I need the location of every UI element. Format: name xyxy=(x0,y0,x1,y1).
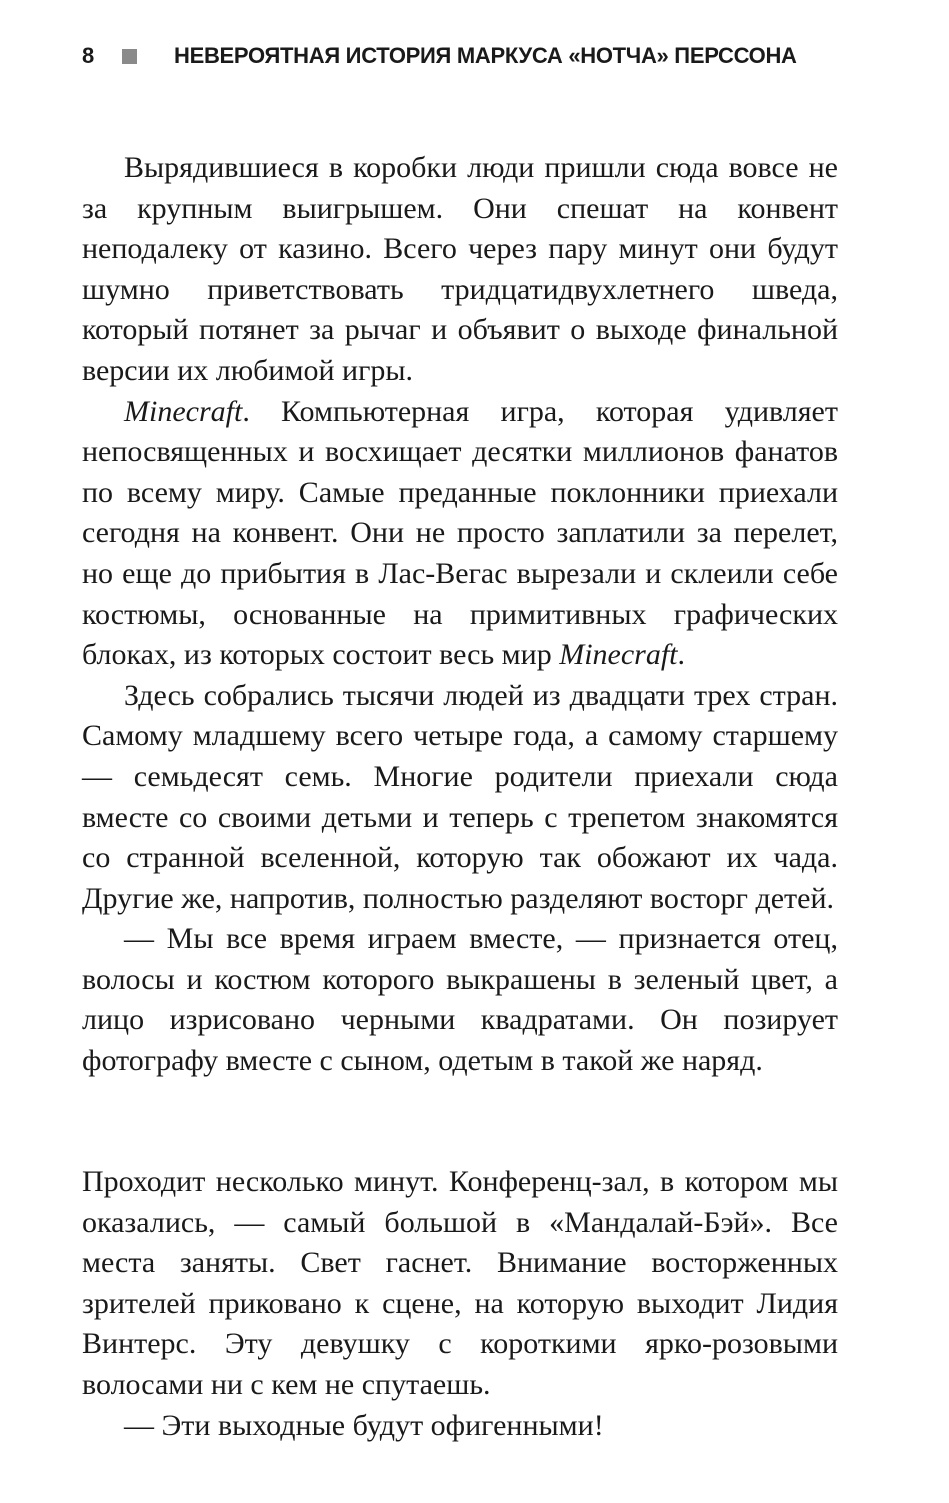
paragraph: — Эти выходные будут офигенными! xyxy=(124,1408,604,1442)
header-square-icon xyxy=(122,49,137,64)
paragraph xyxy=(82,392,838,676)
paragraph: Здесь собрались тысячи людей из двадцати трех стран. Самому младшему всего четыре года, а самому старшему — семьдесят семь. Многие родители приехали сюда вместе со своими детьми и теперь с трепетом знакомятся со странной вселенной, которую так обожают их чада. Другие же, напротив, полностью разделяют восторг детей. xyxy=(82,678,838,915)
paragraph: Проходит несколько минут. Конференц-зал, в котором мы оказались, — самый большой в «Мандалай-Бэй». Все места заняты. Свет гаснет. Внимание восторженных зрителей приковано к сцене, на которую выходит Лидия Винтерс. Эту девушку с короткими ярко-розовыми волосами ни с кем не спутаешь. xyxy=(82,1165,838,1401)
italic-title: Minecraft xyxy=(124,394,243,428)
page-number: 8 xyxy=(82,43,94,68)
italic-title: Minecraft xyxy=(559,638,678,672)
running-header xyxy=(82,36,797,76)
paragraph-text: . Компьютерная игра, которая удивляет непосвященных и восхищает десятки миллионов фанатов по всему миру. Самые преданные поклонники приехали сегодня на конвент. Они не просто заплатили за перелет, но еще до прибытия в Лас-Вегас вырезали и склеили себе костюмы, основанные на примитивных графических блоках, из которых состоит весь мир xyxy=(82,394,838,672)
paragraph: Вырядившиеся в коробки люди пришли сюда вовсе не за крупным выигрышем. Они спешат на конвент неподалеку от казино. Всего через пару минут они будут шумно приветствовать тридцатидвухлетнего шведа, который потянет за рычаг и объявит о выходе финальной версии их любимой игры. xyxy=(82,151,838,387)
text-section-1 xyxy=(82,148,838,1082)
paragraph-text: . xyxy=(677,638,686,672)
paragraph: — Мы все время играем вместе, — признается отец, волосы и костюм которого выкрашены в зеленый цвет, а лицо изрисовано черными квадратами. Он позирует фотографу вместе с сыном, одетым в такой же наряд. xyxy=(82,922,838,1078)
text-section-2 xyxy=(82,1162,838,1446)
running-title: НЕВЕРОЯТНАЯ ИСТОРИЯ МАРКУСА «НОТЧА» ПЕРССОНА xyxy=(174,43,797,68)
